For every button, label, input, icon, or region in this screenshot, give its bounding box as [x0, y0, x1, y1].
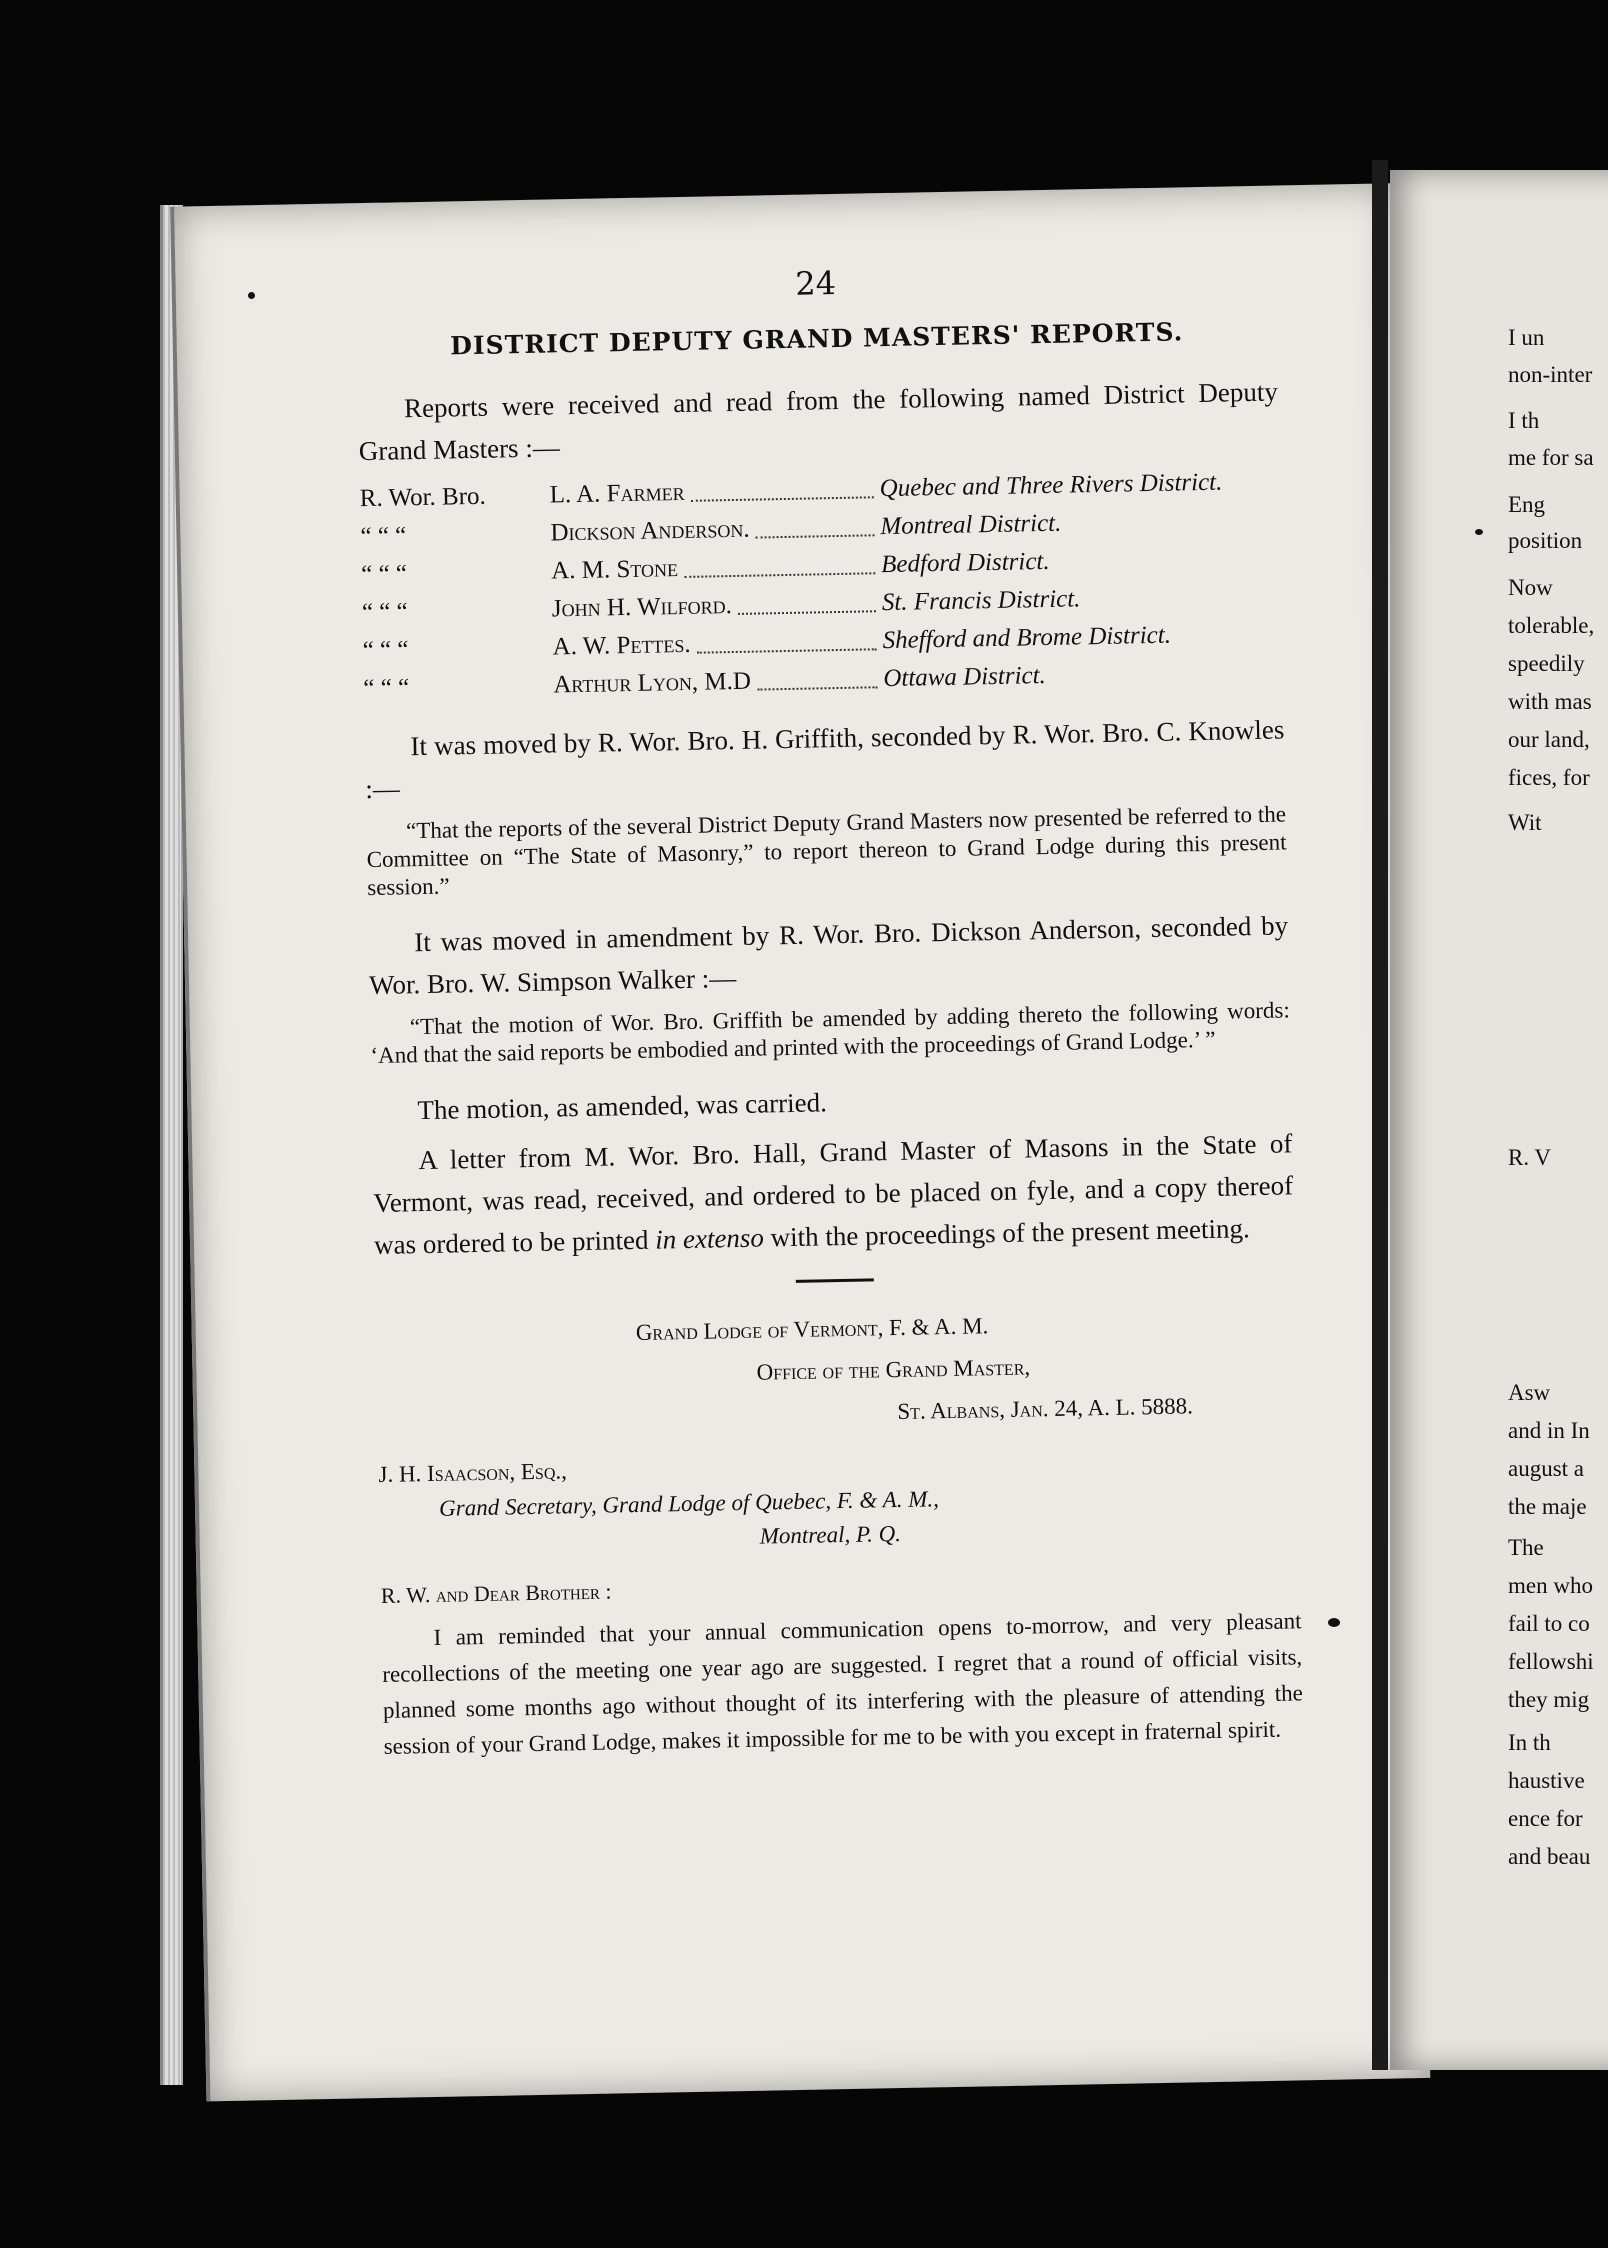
report-name: L. A. Farmer [549, 478, 685, 509]
addressee-name-text: J. H. Isaacson, Esq., [378, 1458, 568, 1487]
right-page-fragment [1390, 170, 1608, 2070]
right-page-line: fellowshi [1508, 1649, 1594, 1674]
right-page-line: they mig [1508, 1687, 1590, 1712]
report-prefix: “ “ “ [362, 636, 409, 665]
speck-mark [1475, 529, 1483, 535]
report-name: Arthur Lyon, M.D [553, 667, 752, 699]
letter-intro-text-a: A letter from M. Wor. Bro. Hall, Grand Master of Masons in the State of Vermont, was read, received, and ordered to be placed on fyle, and a copy thereof was ordered to be printed [372, 1128, 1294, 1261]
book-gutter [1372, 160, 1388, 2070]
motion-paragraph: It was moved by R. Wor. Bro. H. Griffith, seconded by R. Wor. Bro. C. Knowles :— [365, 714, 1285, 805]
report-prefix: “ “ “ [360, 522, 407, 551]
right-page-line: me for sa [1508, 445, 1594, 470]
right-page-line: non-inter [1508, 362, 1593, 387]
dot-leader [696, 622, 876, 653]
right-page-line: fices, for [1508, 765, 1590, 790]
right-page-line: speedily [1508, 651, 1585, 676]
right-page-line: Eng [1508, 492, 1546, 517]
reports-list [359, 463, 1283, 709]
report-name: A. W. Pettes. [552, 630, 691, 661]
right-page-line: R. V [1508, 1145, 1552, 1170]
right-page-line: I un [1508, 325, 1545, 350]
report-district: Quebec and Three Rivers District. [879, 468, 1223, 503]
report-name: Dickson Anderson. [550, 515, 750, 547]
left-page [170, 183, 1430, 2101]
speck-mark [248, 292, 255, 299]
right-page-line: the maje [1508, 1494, 1587, 1519]
report-district: Montreal District. [880, 509, 1062, 541]
letterhead-office: Office of the Grand Master, [756, 1354, 1031, 1385]
dot-leader [690, 470, 874, 502]
amendment-quote: “That the motion of Wor. Bro. Griffith be amended by adding thereto the following words: ‘And that the said reports be embodied and printed with the proceedings of Grand Lodge.’ ” [370, 997, 1290, 1069]
letter-intro-italic: in extenso [654, 1222, 765, 1255]
right-page-line: Asw [1508, 1380, 1551, 1405]
report-district: St. Francis District. [881, 585, 1081, 617]
report-district: Bedford District. [880, 547, 1050, 579]
right-page-line: fail to co [1508, 1611, 1590, 1636]
dot-leader [737, 584, 876, 615]
section-rule [796, 1278, 874, 1282]
letterhead-date: St. Albans, Jan. 24, A. L. 5888. [897, 1393, 1194, 1425]
right-page-line: our land, [1508, 727, 1590, 752]
letter-intro-paragraph [372, 1122, 1294, 1266]
right-page-line: The [1508, 1535, 1544, 1560]
right-page-line: I th [1508, 408, 1540, 433]
dot-leader [757, 660, 878, 690]
letter-body: I am reminded that your annual communication opens to-morrow, and very pleasant recollections of the meeting one year ago are suggested. I regret that a round of official visits, planned some months ago without thought of its interfering with the pleasure of attending the session of your Grand Lodge, makes it impossible for me to be with you except in fraternal spirit. [382, 1608, 1304, 1759]
report-prefix: R. Wor. Bro. [359, 482, 487, 513]
dot-leader [684, 546, 876, 578]
report-name: John H. Wilford. [551, 592, 733, 623]
report-name: A. M. Stone [550, 555, 679, 585]
section-title: DISTRICT DEPUTY GRAND MASTERS' REPORTS. [449, 317, 1184, 361]
right-page-line: tolerable, [1508, 613, 1595, 638]
letterhead-lodge: Grand Lodge of Vermont, F. & A. M. [635, 1313, 989, 1346]
right-page-line: and in In [1508, 1418, 1590, 1443]
report-district: Shefford and Brome District. [882, 621, 1172, 655]
addressee-city: Montreal, P. Q. [759, 1520, 902, 1549]
report-prefix: “ “ “ [363, 674, 410, 703]
motion-quote: “That the reports of the several District Deputy Grand Masters now presented be referred to the Committee on “The State of Masonry,” to report thereon to Grand Lodge during this present session.” [366, 801, 1287, 901]
left-page-content [355, 256, 1303, 1765]
right-page-line: august a [1508, 1456, 1585, 1481]
page-number: 24 [794, 263, 837, 303]
right-page-line: and beau [1508, 1844, 1591, 1869]
addressee-title: Grand Secretary, Grand Lodge of Quebec, F. & A. M., [438, 1486, 940, 1521]
right-page-line: Wit [1508, 810, 1542, 835]
reports-intro: Reports were received and read from the following named District Deputy Grand Masters :— [358, 376, 1279, 467]
right-page-line: men who [1508, 1573, 1593, 1598]
dot-leader [755, 508, 874, 538]
amendment-paragraph: It was moved in amendment by R. Wor. Bro. Dickson Anderson, seconded by Wor. Bro. W. Simpson Walker :— [368, 910, 1289, 1001]
right-page-line: haustive [1508, 1768, 1585, 1793]
salutation: R. W. and Dear Brother : [380, 1578, 612, 1608]
report-district: Ottawa District. [883, 662, 1047, 693]
report-prefix: “ “ “ [360, 560, 408, 589]
letter-intro-text-b: with the proceedings of the present meeting. [770, 1213, 1250, 1253]
right-page-line: Now [1508, 575, 1553, 600]
right-page-line: with mas [1508, 689, 1592, 714]
right-page-line: ence for [1508, 1806, 1583, 1831]
report-prefix: “ “ “ [361, 598, 408, 627]
ink-blot-mark [1328, 1618, 1340, 1627]
right-page-line: In th [1508, 1730, 1551, 1755]
carried-paragraph: The motion, as amended, was carried. [417, 1087, 828, 1126]
right-page-line: position [1508, 528, 1583, 553]
